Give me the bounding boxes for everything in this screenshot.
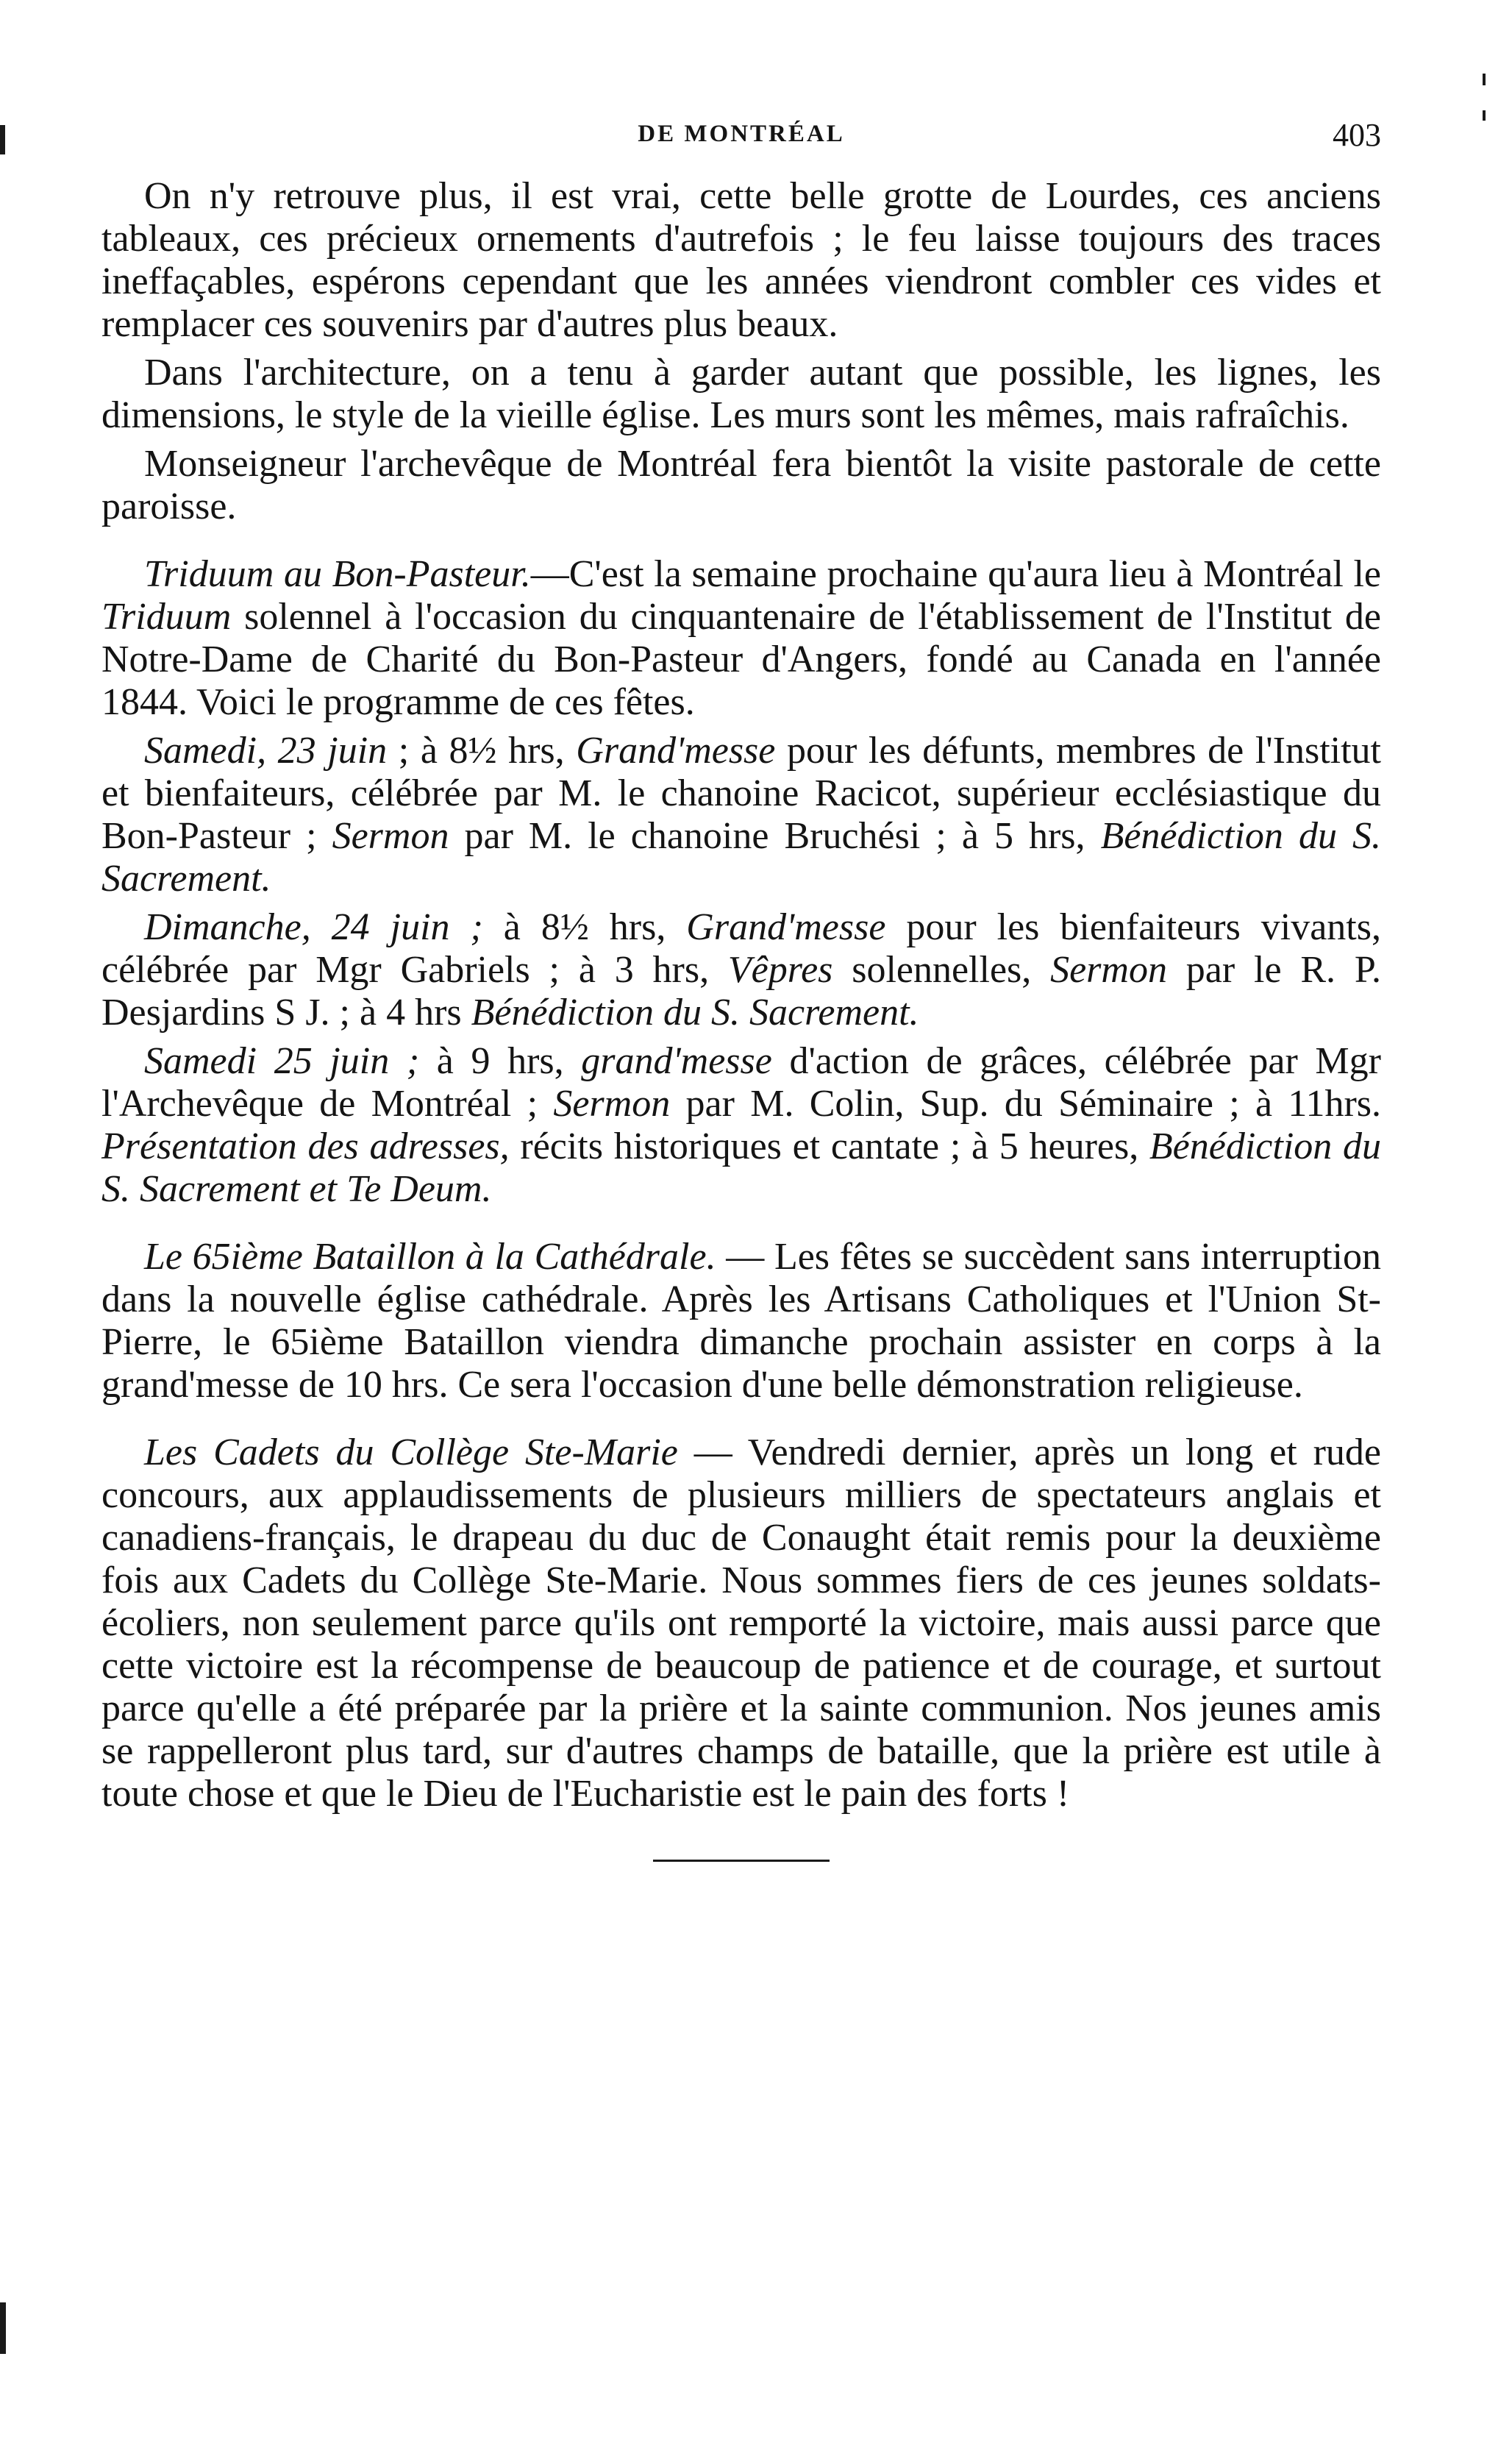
book-page [101, 110, 1381, 1862]
section-heading-cadets: Les Cadets du Collège Ste-Marie [144, 1431, 678, 1473]
italic-run: Présentation des adresses, [101, 1125, 510, 1167]
italic-run: Sermon [1050, 949, 1167, 991]
italic-run: Dimanche, 24 juin ; [144, 906, 483, 948]
italic-run: Bénédiction du S. Sacrement et Te Deum. [101, 1125, 1381, 1210]
scan-edge-mark-bottom-left [0, 2302, 6, 2354]
paragraph-saturday-25 [101, 1040, 1381, 1211]
text-run: à 9 hrs, [419, 1040, 582, 1082]
paragraph-pastoral-visit [101, 443, 1381, 528]
italic-run: Bénédiction du S. Sacrement. [101, 815, 1381, 900]
italic-run: Grand'messe [576, 730, 776, 772]
text-run: solennel à l'occasion du cinquantenaire de l'établissement de l'Institut de Notre-Dame de Charité du Bon-Pasteur d'Angers, fondé au Canada en l'année 1844. Voici le programme de ces fêtes. [101, 596, 1381, 723]
text-run: Dans l'architecture, on a tenu à garder autant que possible, les lignes, les dimensions, le style de la vieille église. Les murs sont les mêmes, mais rafraîchis. [101, 352, 1381, 436]
running-title: DE MONTRÉAL [638, 121, 845, 147]
page-header [101, 110, 1381, 154]
closing-rule [653, 1860, 830, 1862]
scan-edge-mark-top-right-2 [1483, 110, 1486, 121]
paragraph-saturday-23 [101, 730, 1381, 900]
italic-run: Grand'messe [686, 906, 886, 948]
text-run: récits historiques et cantate ; à 5 heures, [509, 1125, 1149, 1167]
text-run: d'action de grâces, célébrée par Mgr l'Archevêque de Montréal ; [101, 1040, 1381, 1125]
scan-edge-mark-top-left [0, 125, 5, 154]
paragraph-lourdes [101, 175, 1381, 346]
section-heading-bataillon: Le 65ième Bataillon à la Cathédrale. [144, 1236, 716, 1278]
text-run: solennelles, [832, 949, 1051, 991]
paragraph-triduum [101, 553, 1381, 724]
text-run: par le R. P. Desjardins S J. ; à 4 hrs [101, 949, 1382, 1034]
text-run: — Vendredi dernier, après un long et rude concours, aux applaudissements de plusieurs milliers de spectateurs anglais et canadiens-français, le drapeau du duc de Conaught était remis pour la deuxième fois aux Cadets du Collège Ste-Marie. Nous sommes fiers de ces jeunes soldats-écoliers, non seulement parce qu'ils ont remporté la victoire, mais aussi parce que cette victoire est la récompense de beaucoup de patience et de courage, et surtout parce qu'elle a été préparée par la prière et la sainte communion. Nos jeunes amis se rappelleront plus tard, sur d'autres champs de bataille, que la prière est utile à toute chose et que le Dieu de l'Eucharistie est le pain des forts ! [101, 1431, 1381, 1815]
italic-run: grand'messe [581, 1040, 772, 1082]
text-run: pour les défunts, membres de l'Institut et bienfaiteurs, célébrée par M. le chanoine Racicot, supérieur ecclésiastique du Bon-Pasteur ; [101, 730, 1381, 857]
paragraph-bataillon [101, 1236, 1381, 1406]
italic-run: Vêpres [727, 949, 833, 991]
italic-run: Samedi, 23 juin [144, 730, 388, 772]
italic-run: Bénédiction du S. Sacrement. [471, 992, 919, 1034]
italic-run: Samedi 25 juin ; [144, 1040, 420, 1082]
italic-run: Sermon [553, 1083, 671, 1125]
italic-run: Sermon [332, 815, 449, 857]
paragraph-architecture [101, 352, 1381, 437]
paragraph-cadets [101, 1431, 1381, 1815]
text-run: à 8½ hrs, [482, 906, 687, 948]
text-run: —C'est la semaine prochaine qu'aura lieu à Montréal le [530, 553, 1381, 595]
scan-edge-mark-top-right [1483, 74, 1486, 85]
text-run: par M. Colin, Sup. du Séminaire ; à 11hrs. [670, 1083, 1382, 1125]
text-run: — Les fêtes se succèdent sans interruption dans la nouvelle église cathédrale. Après les Artisans Catholiques et l'Union St-Pierre, le 65ième Bataillon viendra dimanche prochain assister en corps à la grand'messe de 10 hrs. Ce sera l'occasion d'une belle démonstration religieuse. [101, 1236, 1381, 1406]
text-run: pour les bienfaiteurs vivants, célébrée par Mgr Gabriels ; à 3 hrs, [101, 906, 1381, 991]
text-run: ; à 8½ hrs, [387, 730, 577, 772]
text-run: par M. le chanoine Bruchési ; à 5 hrs, [449, 815, 1101, 857]
page-number: 403 [1333, 117, 1381, 153]
text-run: On n'y retrouve plus, il est vrai, cette belle grotte de Lourdes, ces anciens tableaux, ces précieux ornements d'autrefois ; le feu laisse toujours des traces ineffaçables, espérons cependant que les années viendront combler ces vides et remplacer ces souvenirs par d'autres plus beaux. [101, 175, 1381, 345]
body-text [101, 175, 1381, 1815]
section-heading-triduum: Triduum au Bon-Pasteur. [144, 553, 531, 595]
paragraph-sunday-24 [101, 906, 1381, 1034]
text-run: Monseigneur l'archevêque de Montréal fera bientôt la visite pastorale de cette paroisse. [101, 443, 1381, 527]
italic-run: Triduum [101, 596, 232, 638]
